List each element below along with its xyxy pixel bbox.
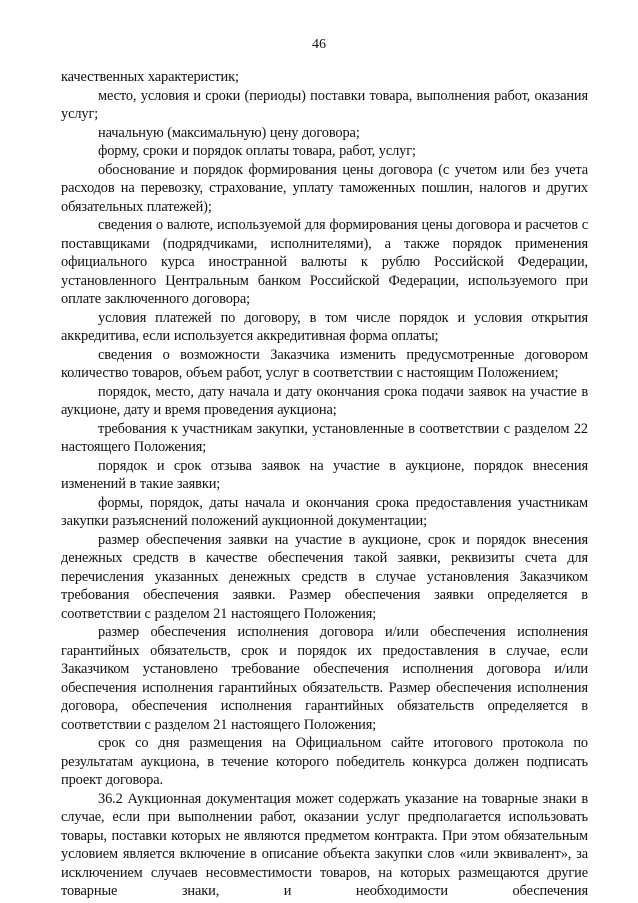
paragraph-4: форму, сроки и порядок оплаты товара, работ, услуг; [98, 143, 416, 159]
paragraph-5: обоснование и порядок формирования цены договора (с учетом или без учета расходов на перевозку, страхование, уплату таможенных пошлин, налогов и других обязательных платежей); [61, 161, 588, 215]
paragraph-7: условия платежей по договору, в том числе порядок и условия открытия аккредитива, если используется аккредитивная форма оплаты; [61, 309, 588, 344]
paragraph-14: размер обеспечения исполнения договора и/или обеспечения исполнения гарантийных обязательств, срок и порядок их предоставления в случае, если Заказчиком установлено требование обеспечения исполнения договора и/или обеспечения исполнения гарантийных обязательств. Размер обеспечения исполнения договора, обеспечения исполнения гарантийных обязательств определяется в соответствии с разделом 21 настоящего Положения; [61, 624, 588, 733]
paragraph-12: формы, порядок, даты начала и окончания срока предоставления участникам закупки разъяснений положений аукционной документации; [61, 494, 588, 529]
paragraph-6: сведения о валюте, используемой для формирования цены договора и расчетов с поставщиками (подрядчиками, исполнителями), а также порядок применения официального курса иностранной валюты к рублю Российской Федерации, установленного Центральным банком Российской Федерации, используемого при оплате заключенного договора; [61, 217, 588, 307]
paragraph-3: начальную (максимальную) цену договора; [98, 124, 360, 141]
body-text [61, 68, 588, 901]
paragraph-1: качественных характеристик; [61, 69, 239, 85]
page-number: 46 [312, 37, 326, 52]
paragraph-8: сведения о возможности Заказчика изменить предусмотренные договором количество товаров, объем работ, услуг в соответствии с настоящим Положением; [61, 346, 588, 381]
paragraph-15: срок со дня размещения на Официальном сайте итогового протокола по результатам аукциона, в течение которого победитель конкурса должен подписать проект договора. [61, 735, 588, 788]
paragraph-10: требования к участникам закупки, установленные в соответствии с разделом 22 настоящего Положения; [61, 420, 588, 455]
paragraph-11: порядок и срок отзыва заявок на участие в аукционе, порядок внесения изменений в такие заявки; [61, 457, 588, 492]
paragraph-9: порядок, место, дату начала и дату окончания срока подачи заявок на участие в аукционе, дату и время проведения аукциона; [61, 383, 588, 418]
paragraph-2: место, условия и сроки (периоды) поставки товара, выполнения работ, оказания услуг; [61, 87, 588, 122]
paragraph-16: 36.2 Аукционная документация может содержать указание на товарные знаки в случае, если при выполнении работ, оказании услуг предполагается использовать товары, поставки которых не являются предметом контракта. При этом обязательным условием является включение в описание объекта закупки слов «или эквивалент», за исключением случаев несовместимости товаров, на которых размещаются другие товарные знаки, и необходимости обеспечения [61, 790, 588, 899]
paragraph-13: размер обеспечения заявки на участие в аукционе, срок и порядок внесения денежных средств в качестве обеспечения такой заявки, реквизиты счета для перечисления указанных денежных средств в случае установления Заказчиком требования обеспечения заявки. Размер обеспечения заявки определяется в соответствии с разделом 21 настоящего Положения; [61, 531, 588, 622]
